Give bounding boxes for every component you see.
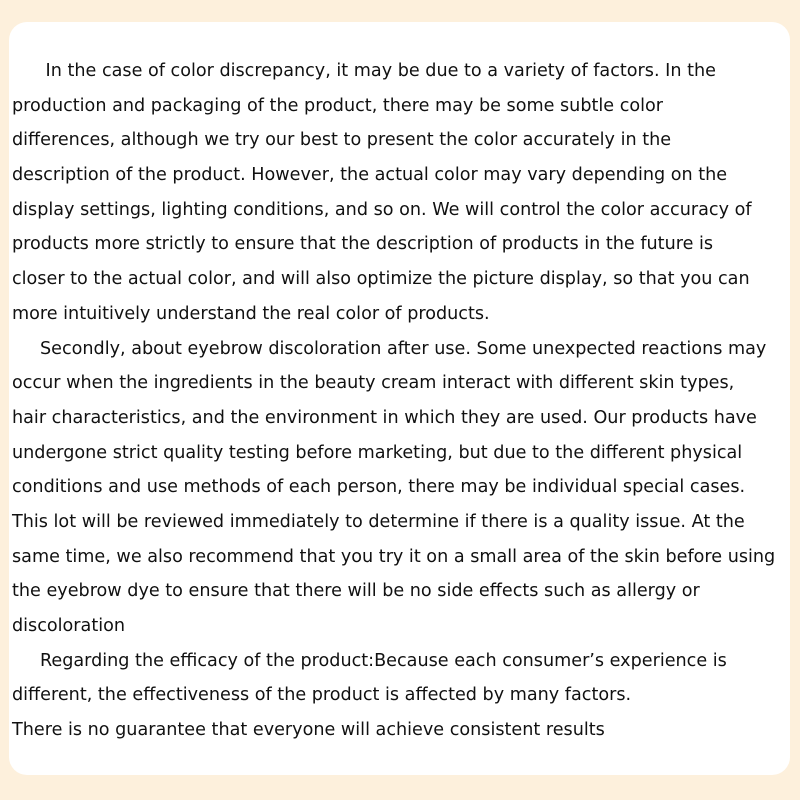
text-line: same time, we also recommend that you try it on a small area of the skin before using [12,546,776,567]
paragraph-eyebrow-discoloration [12,332,792,644]
text-line: hair characteristics, and the environment in which they are used. Our products have [12,407,757,428]
text-line: different, the effectiveness of the product is affected by many factors. [12,685,632,706]
text-line: In the case of color discrepancy, it may be due to a variety of factors. In the [12,61,716,81]
text-line: conditions and use methods of each person, there may be individual special cases. [12,477,746,498]
text-line: discoloration [12,616,126,636]
paragraph-efficacy [12,644,792,748]
text-line: undergone strict quality testing before marketing, but due to the different physical [12,442,743,463]
text-line: This lot will be reviewed immediately to determine if there is a quality issue. At the [12,511,745,532]
paragraph-color-discrepancy [12,54,792,332]
text-line: Secondly, about eyebrow discoloration after use. Some unexpected reactions may [12,338,767,359]
text-line: production and packaging of the product, there may be some subtle color [12,95,664,116]
text-line: occur when the ingredients in the beauty cream interact with different skin types, [12,373,735,394]
text-line: display settings, lighting conditions, and so on. We will control the color accuracy of [12,199,752,220]
text-line: products more strictly to ensure that the description of products in the future is [12,234,714,255]
text-line: more intuitively understand the real color of products. [12,303,490,324]
text-line: There is no guarantee that everyone will achieve consistent results [12,720,605,741]
text-line: description of the product. However, the actual color may vary depending on the [12,165,728,186]
text-line: differences, although we try our best to present the color accurately in the [12,130,672,151]
document-body [12,54,792,748]
text-line: closer to the actual color, and will also optimize the picture display, so that you can [12,269,750,290]
text-line: Regarding the efficacy of the product:Because each consumer’s experience is [12,650,727,671]
text-line: the eyebrow dye to ensure that there will be no side effects such as allergy or [12,581,700,602]
